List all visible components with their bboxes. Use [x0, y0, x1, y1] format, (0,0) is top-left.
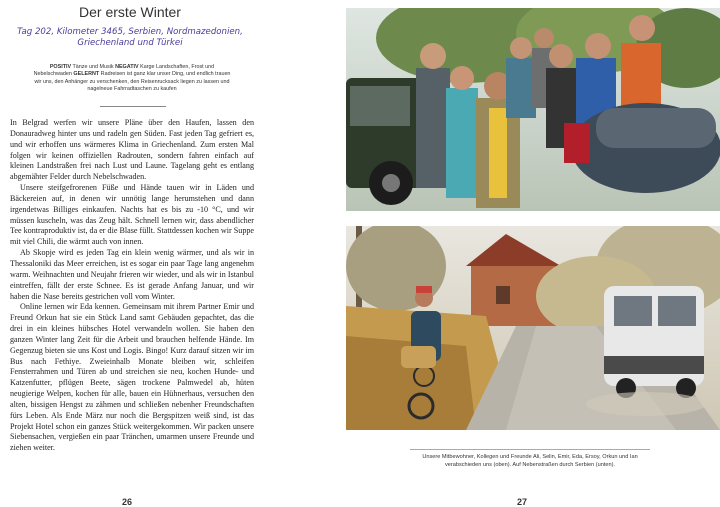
- page-number-left: 26: [122, 497, 133, 507]
- road-photo: [346, 226, 720, 430]
- divider: [100, 106, 166, 107]
- negativ-text: Karge Landschaften, Frost und Nebelschwaden: [33, 64, 215, 78]
- photo-caption: Unsere Mitbewohner, Kollegen und Freunde Ali, Selin, Emir, Eda, Ersoy, Orkun und Ian verabschieden uns (oben). Auf Nebenstraßen durch Serbien (unten).: [422, 454, 638, 468]
- chapter-subtitle: Tag 202, Kilometer 3465, Serbien, Nordmazedonien, Griechenland und Türkei: [17, 27, 243, 48]
- paragraph: In Belgrad werfen wir unsere Pläne über den Haufen, lassen den Donauradweg hinter uns und radeln gen Süden. Fast jeden Tag gefriert es, und wir erhoffen uns wärmeres Klima in Griechenland. Zum ersten Mal folgen wir keinen offiziellen Radrouten, sondern fahren einfach auf kleinen Landstraßen frei nach Lust und Laune. Tagelang geht es entlang abgemähter Felder durch Nebelschwaden.: [10, 118, 254, 182]
- paragraph: Unsere steifgefrorenen Füße und Hände tauen wir in Läden und Bäckereien auf, in denen wir unnötig lange herumstehen und dann irgendetwas Billiges einkaufen. Nachts hat es bis zu -10 °C, und wir müssen kuscheln, was das Zeug hält. Schnell lernen wir, dass abendlicher Tee kontraproduktiv ist, da er die Blase füllt. Stattdessen kochen wir Suppe mit viel Chili, die wärmt auch von innen.: [10, 183, 254, 247]
- positiv-text: Tänze und Musik: [71, 64, 116, 70]
- caption-divider: [410, 449, 650, 450]
- page-number-right: 27: [517, 497, 528, 507]
- negativ-label: NEGATIV: [115, 64, 139, 70]
- positiv-label: POSITIV: [49, 64, 72, 70]
- gelernt-text: Radreisen ist ganz klar unser Ding, und endlich trauen wir uns, den Anhänger zu verschenken, den Reisenrucksack liegen zu lassen und nagelneue Fahrradtaschen zu kaufen: [34, 71, 231, 92]
- paragraph: Online lernen wir Eda kennen. Gemeinsam mit ihrem Partner Emir und Freund Orkun hat sie ein Stück Land samt Gebäuden gepachtet, das die drei in ein kleines hübsches Hotel verwandeln wollen. Sie haben den ganzen Winter lang Zeit für die Arbeit und brauchen helfende Hände. Im Gegenzug bieten sie uns Kost und Logis. Bingo! Kurz darauf sitzen wir im Bus nach Fethiye. Zweieinhalb Monate bleiben wir, schleifen Fensterrahmen und Türen ab und streichen sie neu, kochen Hunde- und Katzenfutter, pflügen Beete, sägen trockene Palmwedel ab, hüten neugierige Welpen, kochen für alle, bauen ein Hühnerhaus, versuchen den alten, bissigen Hengst zu zähmen und schließen nebenher Freundschaften fürs Leben. Als Ende März nur noch die Bergspitzen weiß sind, ist das Projekt Hotel schon ein ganzes Stück weitergekommen. Wir packen unsere Siebensachen, vergießen ein paar Tränchen, umarmen unsere Freunde und ziehen weiter.: [10, 302, 254, 453]
- mood-summary: [32, 64, 232, 93]
- group-photo: [346, 8, 720, 211]
- gelernt-label: GELERNT: [73, 71, 100, 78]
- chapter-title: Der erste Winter: [79, 4, 181, 20]
- body-text: [10, 118, 254, 454]
- paragraph: Ab Skopje wird es jeden Tag ein klein wenig wärmer, und als wir in Thessaloniki das Meer erreichen, ist es sogar ein paar Tage lang angenehm warm. Weihnachten und Neujahr frieren wir wieder, und als wir in Istanbul eintreffen, fällt der erste Schnee. Es ist gerade Anfang Januar, und wir haben die Nase bereits gestrichen voll vom Winter.: [10, 248, 254, 301]
